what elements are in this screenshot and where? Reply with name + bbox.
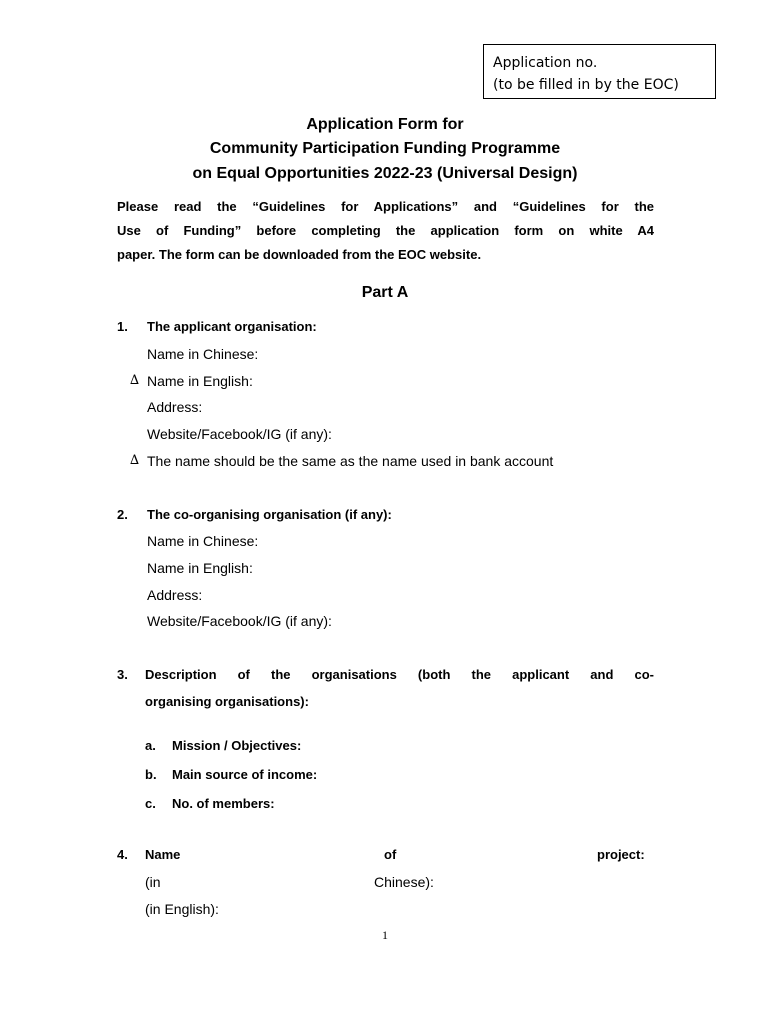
section-1-heading: The applicant organisation: [147, 319, 317, 334]
section-3-item-letter: c. [145, 796, 156, 811]
intro-line-2: Use of Funding” before completing the application form on white A4 [117, 223, 654, 238]
section-4-chinese-label-part-2: Chinese): [374, 874, 434, 890]
intro-paragraph [117, 195, 654, 267]
section-4-number: 4. [117, 847, 128, 862]
section-4-chinese-label-part-1: (in [145, 874, 161, 890]
section-4-heading-word-3: project: [597, 847, 645, 862]
form-title-line-3: on Equal Opportunities 2022-23 (Universal Design) [192, 165, 578, 182]
application-number-note: (to be filled in by the EOC) [493, 77, 679, 93]
section-2-number: 2. [117, 507, 128, 522]
section-2-name-english: Name in English: [147, 560, 253, 576]
form-title-line-1: Application Form for [306, 116, 464, 133]
section-1-note: The name should be the same as the name used in bank account [147, 453, 554, 469]
section-3-item-members: No. of members: [172, 796, 275, 811]
section-3-heading-line-1: Description of the organisations (both the applicant and co- [145, 667, 654, 682]
section-3-number: 3. [117, 667, 128, 682]
intro-line-1: Please read the “Guidelines for Applications” and “Guidelines for the [117, 199, 654, 214]
section-4-heading-word-2: of [384, 847, 397, 862]
section-3-item-income: Main source of income: [172, 767, 318, 782]
page-number: 1 [382, 928, 388, 942]
section-3-item-mission: Mission / Objectives: [172, 738, 302, 753]
application-number-label: Application no. [493, 55, 598, 71]
section-1-number: 1. [117, 319, 128, 334]
form-title-line-2: Community Participation Funding Programme [209, 140, 561, 157]
section-2-heading: The co-organising organisation (if any): [147, 507, 392, 522]
delta-icon: ∆ [130, 453, 140, 468]
application-number-box [483, 44, 716, 99]
section-1-website: Website/Facebook/IG (if any): [147, 426, 332, 442]
section-1-address: Address: [147, 399, 203, 415]
section-2-website: Website/Facebook/IG (if any): [147, 613, 332, 629]
section-4-heading-word-1: Name [145, 847, 181, 862]
section-1-name-chinese: Name in Chinese: [147, 346, 259, 362]
section-3-item-letter: a. [145, 738, 156, 753]
delta-icon: ∆ [130, 373, 140, 388]
section-3-item-letter: b. [145, 767, 157, 782]
section-1-name-english: Name in English: [147, 373, 253, 389]
section-3-heading-line-2: organising organisations): [145, 694, 309, 709]
intro-line-3: paper. The form can be downloaded from the EOC website. [117, 247, 482, 262]
section-4-english-label: (in English): [145, 901, 219, 917]
section-2-address: Address: [147, 587, 203, 603]
part-heading: Part A [361, 284, 409, 301]
section-2-name-chinese: Name in Chinese: [147, 533, 259, 549]
